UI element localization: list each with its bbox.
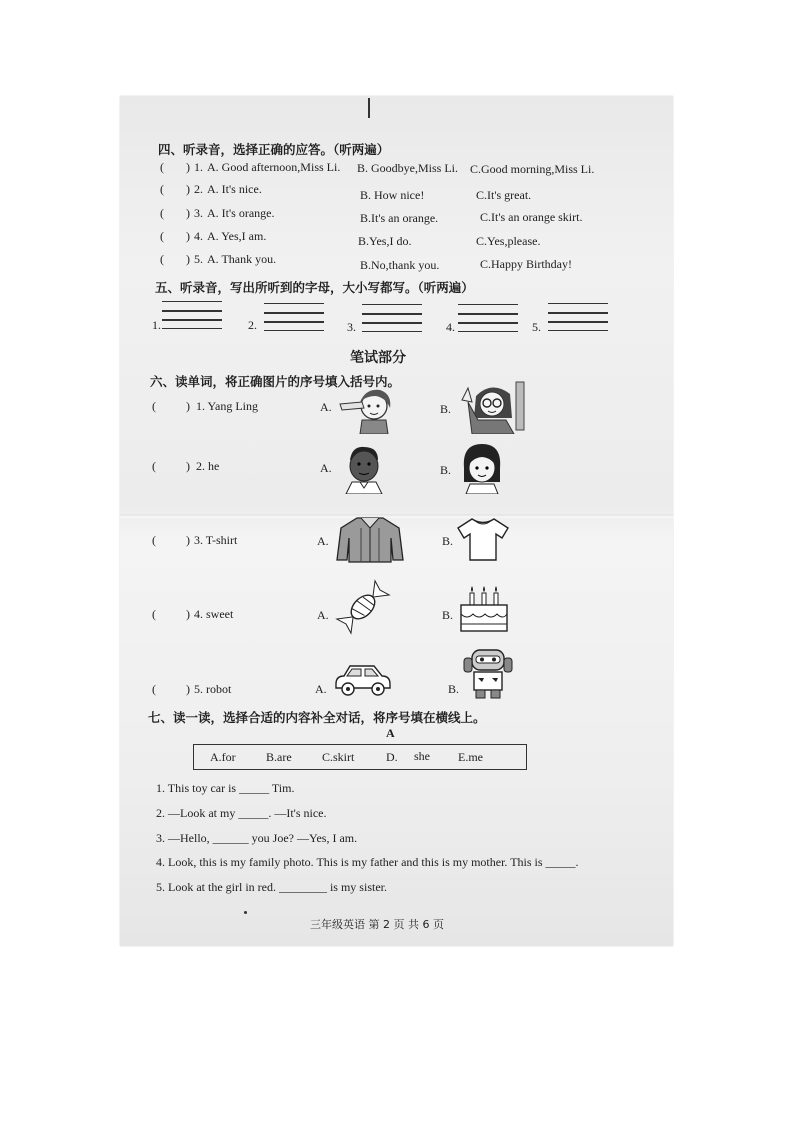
answer-paren-open[interactable]: (: [160, 229, 164, 243]
letter-num-2: 2.: [248, 318, 257, 332]
pic-label-b: B.: [442, 608, 454, 622]
word-item: 4. sweet: [194, 607, 234, 621]
question-number: 3.: [194, 206, 203, 220]
dialog-sentence-5[interactable]: 5. Look at the girl in red. ________ is my sister.: [156, 880, 387, 894]
letter-num-4: 4.: [446, 320, 455, 334]
option-b: B.It's an orange.: [360, 211, 439, 225]
question-number: 4.: [194, 229, 203, 243]
answer-paren-close: ): [186, 459, 190, 473]
word-option: she: [414, 749, 430, 763]
answer-paren-open[interactable]: (: [152, 607, 156, 621]
section-6-title: 六、读单词，将正确图片的序号填入括号内。: [150, 374, 401, 389]
writing-lines-1[interactable]: [162, 301, 222, 331]
girl-face-icon[interactable]: [460, 442, 504, 494]
option-b: B.Yes,I do.: [358, 234, 412, 248]
word-item: 2. he: [196, 459, 220, 473]
option-c: C.Yes,please.: [476, 234, 541, 248]
toy-car-icon[interactable]: [332, 662, 394, 698]
option-c: C.It's an orange skirt.: [480, 210, 583, 224]
answer-paren-close: ): [186, 533, 190, 547]
option-a: A. It's nice.: [207, 182, 262, 196]
pic-label-a: A.: [317, 608, 329, 622]
question-number: 2.: [194, 182, 203, 196]
answer-paren-close: ): [186, 682, 190, 696]
writing-lines-3[interactable]: [362, 304, 422, 334]
pic-label-a: A.: [315, 682, 327, 696]
word-option: B.are: [266, 750, 292, 764]
section-4-title: 四、听录音，选择正确的应答。（听两遍）: [158, 142, 390, 157]
dialog-sentence-2[interactable]: 2. —Look at my _____. —It's nice.: [156, 806, 327, 820]
exam-page: [120, 96, 673, 946]
letter-num-3: 3.: [347, 320, 356, 334]
word-option: C.skirt: [322, 750, 355, 764]
answer-paren-open[interactable]: (: [160, 252, 164, 266]
answer-paren-close: ): [186, 399, 190, 413]
word-option: D.: [386, 750, 398, 764]
dialog-sentence-3[interactable]: 3. —Hello, ______ you Joe? —Yes, I am.: [156, 831, 358, 845]
option-b: B. Goodbye,Miss Li.: [357, 161, 459, 175]
robot-icon[interactable]: [462, 648, 514, 700]
option-a: A. Yes,I am.: [207, 229, 267, 243]
question-number: 1.: [194, 160, 203, 174]
option-a: A. It's orange.: [207, 206, 275, 220]
pic-label-b: B.: [448, 682, 460, 696]
letter-num-5: 5.: [532, 320, 541, 334]
pic-label-a: A.: [320, 461, 332, 475]
answer-paren-close: ): [186, 229, 190, 243]
option-b: B.No,thank you.: [360, 258, 440, 272]
pic-label-a: A.: [317, 534, 329, 548]
stray-dot: [244, 911, 247, 914]
girl-glasses-waving-icon[interactable]: [458, 380, 526, 434]
section-7-title: 七、读一读，选择合适的内容补全对话，将序号填在横线上。: [148, 710, 486, 725]
word-box-label: A: [386, 726, 395, 740]
pic-label-b: B.: [440, 402, 452, 416]
question-number: 5.: [194, 252, 203, 266]
option-c: C.Happy Birthday!: [480, 257, 572, 271]
option-a: A. Thank you.: [207, 252, 277, 266]
writing-lines-5[interactable]: [548, 303, 608, 333]
word-item: 1. Yang Ling: [196, 399, 259, 413]
option-a: A. Good afternoon,Miss Li.: [207, 160, 341, 174]
word-option: E.me: [458, 750, 483, 764]
dialog-sentence-4[interactable]: 4. Look, this is my family photo. This is my father and this is my mother. This is _____.: [156, 855, 579, 869]
pic-label-b: B.: [442, 534, 454, 548]
answer-paren-close: ): [186, 206, 190, 220]
girl-saluting-icon[interactable]: [336, 384, 404, 434]
answer-paren-close: ): [186, 160, 190, 174]
answer-paren-close: ): [186, 182, 190, 196]
answer-paren-open[interactable]: (: [160, 182, 164, 196]
option-c: C.Good morning,Miss Li.: [470, 162, 595, 176]
dialog-sentence-1[interactable]: 1. This toy car is _____ Tim.: [156, 781, 295, 795]
answer-paren-open[interactable]: (: [160, 160, 164, 174]
writing-lines-2[interactable]: [264, 303, 324, 333]
answer-paren-close: ): [186, 607, 190, 621]
word-item: 5. robot: [194, 682, 232, 696]
page-footer: 三年级英语 第 2 页 共 6 页: [310, 918, 444, 931]
answer-paren-open[interactable]: (: [152, 459, 156, 473]
section-5-title: 五、听录音，写出所听到的字母，大小写都写。（听两遍）: [155, 280, 474, 295]
tshirt-icon[interactable]: [456, 516, 510, 562]
option-c: C.It's great.: [476, 188, 532, 202]
word-bank-box: [193, 744, 527, 770]
answer-paren-open[interactable]: (: [160, 206, 164, 220]
birthday-cake-icon[interactable]: [458, 584, 510, 634]
answer-paren-open[interactable]: (: [152, 399, 156, 413]
option-b: B. How nice!: [360, 188, 425, 202]
candy-icon[interactable]: [334, 579, 392, 635]
letter-num-1: 1.: [152, 318, 161, 332]
boy-face-icon[interactable]: [344, 444, 384, 494]
answer-paren-open[interactable]: (: [152, 682, 156, 696]
word-option: A.for: [210, 750, 236, 764]
writing-lines-4[interactable]: [458, 304, 518, 334]
word-item: 3. T-shirt: [194, 533, 238, 547]
pic-label-a: A.: [320, 400, 332, 414]
pic-label-b: B.: [440, 463, 452, 477]
answer-paren-open[interactable]: (: [152, 533, 156, 547]
jacket-icon[interactable]: [335, 514, 405, 564]
answer-paren-close: ): [186, 252, 190, 266]
margin-mark: [368, 98, 370, 118]
written-part-heading: 笔试部分: [350, 350, 406, 366]
